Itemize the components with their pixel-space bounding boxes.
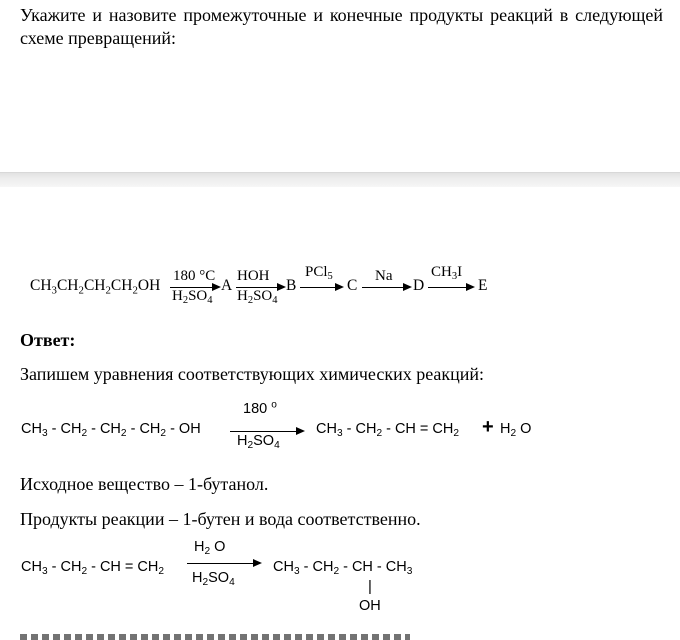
eq1-arrowhead (296, 427, 305, 435)
eq2-condition-above: $H_2$ O (194, 539, 226, 558)
scheme-step1-condition-below: $H_2SO_4$ (172, 288, 213, 307)
eq2-reactant: $CH_3 - CH_2$ - CH = $CH_2$ (21, 559, 165, 578)
cutoff-text-line (20, 634, 410, 640)
scheme-product-b: B (286, 277, 297, 294)
answer-note-2: Продукты реакции – 1-бутен и вода соответственно. (20, 509, 421, 529)
scheme-step2-condition-above: HOH (237, 268, 270, 284)
answer-heading: Ответ: (20, 330, 76, 350)
eq2-arrowhead (253, 559, 262, 567)
eq1-reactant: $CH_3 - CH_2 - CH_2 - CH_2$ - OH (21, 421, 201, 440)
scheme-product-d: D (413, 277, 425, 294)
scheme-step4-condition-above: Na (375, 268, 393, 284)
eq2-substituent-bond: | (368, 578, 372, 595)
scheme-step2-arrowhead (277, 283, 286, 291)
scheme-step2-condition-below: $H_2SO_4$ (237, 288, 278, 307)
eq1-arrow (230, 431, 298, 432)
eq2-substituent-oh: OH (359, 598, 381, 614)
eq1-byproduct: $H_2$ O (500, 421, 532, 440)
eq1-plus-sign: + (482, 416, 494, 438)
scheme-step3-arrow (300, 287, 337, 288)
scheme-step3-arrowhead (335, 283, 344, 291)
scheme-step4-arrow (362, 287, 405, 288)
scheme-product-e: E (478, 277, 488, 294)
scheme-step4-arrowhead (403, 283, 412, 291)
eq1-product: $CH_3 - CH_2$ - CH = $CH_2$ (316, 421, 460, 440)
scheme-product-a: A (221, 277, 233, 294)
scheme-step1-arrowhead (212, 283, 221, 291)
scheme-product-c: C (347, 277, 358, 294)
answer-intro: Запишем уравнения соответствующих химических реакций: (20, 364, 485, 384)
page-separator (0, 172, 680, 187)
task-text: Укажите и назовите промежуточные и конечные продукты реакций в следующей схеме превращений: (20, 5, 663, 48)
eq1-condition-above: 180 $^o$ (243, 399, 277, 417)
scheme-step5-arrow (428, 287, 468, 288)
scheme-step3-condition-above: PCl$_5$ (305, 264, 333, 283)
answer-note-1: Исходное вещество – 1-бутанол. (20, 474, 269, 494)
scheme-step1-condition-above: 180 °C (173, 268, 216, 284)
eq2-arrow (187, 563, 255, 564)
scheme-step5-condition-above: $CH_3I$ (431, 264, 463, 283)
scheme-start-compound: $CH_3CH_2CH_2CH_2OH$ (30, 277, 161, 297)
eq2-product: $CH_3 - CH_2$ - CH - $CH_3$ (273, 559, 413, 578)
eq2-condition-below: $H_2SO_4$ (192, 570, 235, 589)
eq1-condition-below: $H_2SO_4$ (237, 433, 280, 452)
scheme-step5-arrowhead (466, 283, 475, 291)
